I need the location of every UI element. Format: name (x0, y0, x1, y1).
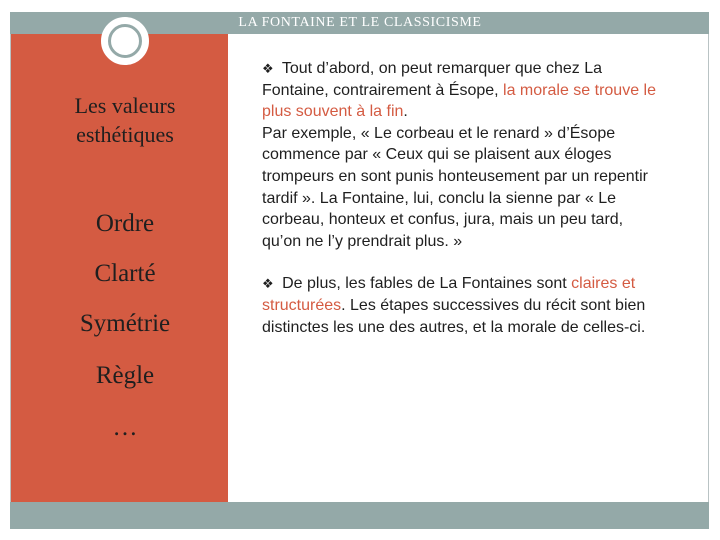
diamond-bullet-icon: ❖ (262, 276, 274, 292)
paragraph-1-highlight: la morale se trouve le plus souvent à la fin (262, 81, 656, 121)
sidebar-title-line-2: esthétiques (76, 122, 174, 147)
bottom-bar (10, 502, 709, 529)
paragraph-2 (262, 273, 662, 338)
content-body (262, 58, 662, 338)
paragraph-2-highlight: claires et structurées (262, 275, 636, 314)
value-item-symetrie: Symétrie (79, 310, 171, 337)
value-item-regle: Règle (95, 362, 155, 389)
sidebar-title (11, 91, 239, 149)
paragraph-2-text: De plus, les fables de La Fontaines sont (277, 275, 572, 293)
paragraph-1-example: Par exemple, « Le corbeau et le renard » d’Ésope commence par « Ceux qui se plaisent aux éloges trompeurs en sont punis honteusement par un repentir tardif ». La Fontaine, lui, conclu la sienne par « Le corbeau, honteux et confus, jura, mais un peu tard, qu’on ne l’y prendrait plus. » (262, 124, 649, 250)
paragraph-2-end: . Les étapes successives du récit sont bien distinctes les une des autres, et la morale de celles-ci. (262, 296, 646, 336)
diamond-bullet-icon: ❖ (262, 61, 274, 76)
value-item-clarte: Clarté (94, 260, 156, 287)
circle-ornament-icon (101, 17, 149, 65)
paragraph-1-end: . (403, 103, 408, 121)
paragraph-1 (262, 58, 662, 252)
value-item-ellipsis: … (112, 414, 138, 441)
sidebar-title-line-1: Les valeurs (74, 93, 176, 118)
value-item-ordre: Ordre (95, 210, 155, 237)
paragraph-1-text: Tout d’abord, on peut remarquer que chez La Fontaine, contrairement à Ésope, (262, 60, 603, 99)
slide-header: LA FONTAINE ET LE CLASSICISME (238, 15, 482, 30)
